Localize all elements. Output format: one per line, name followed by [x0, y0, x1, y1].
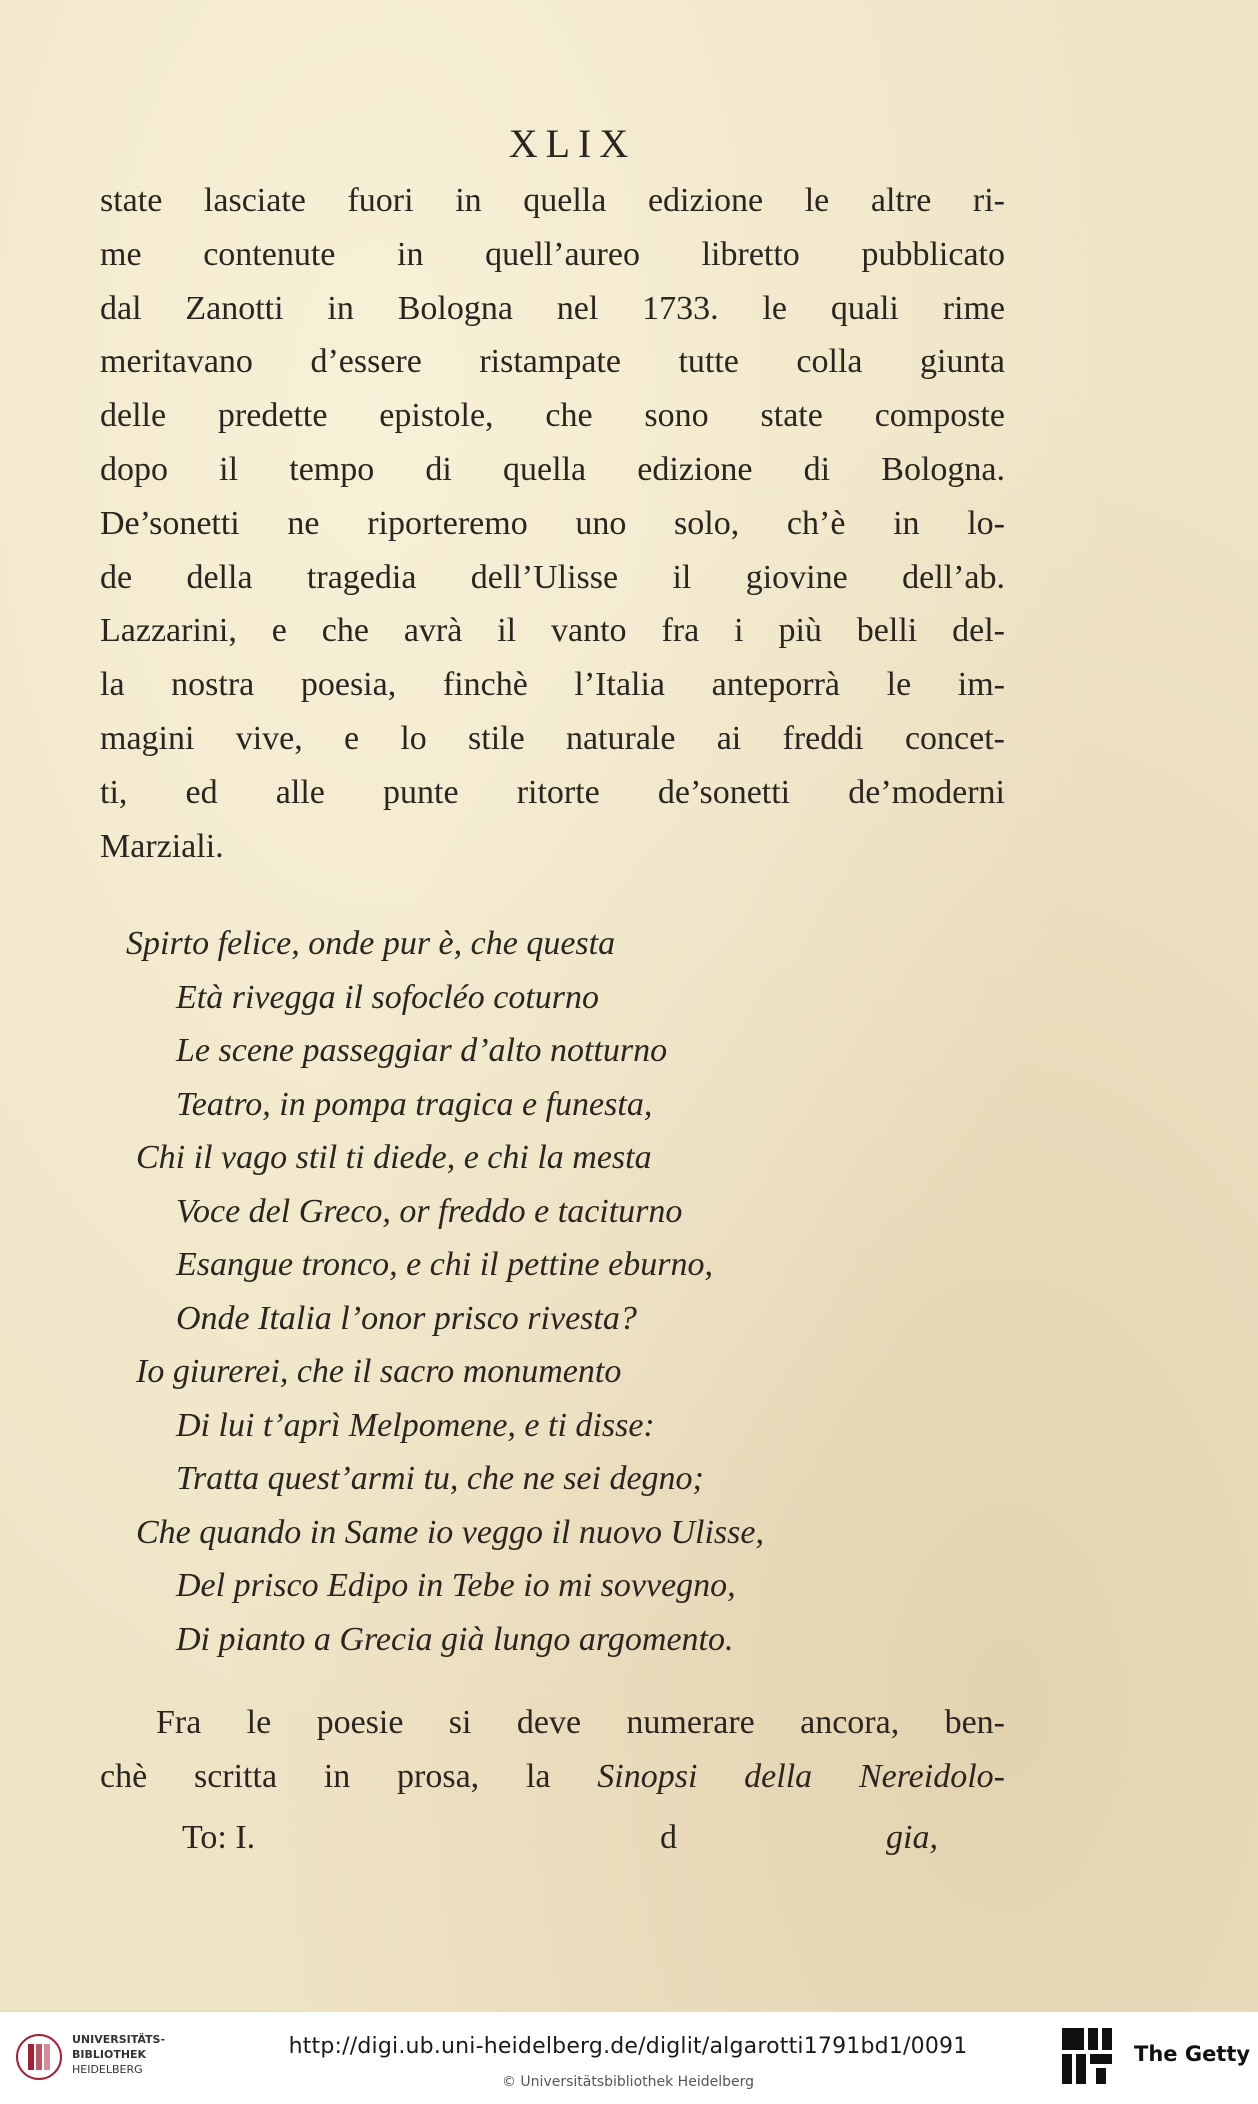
- prose-line: me contenute in quell’aureo libretto pubblicato: [100, 235, 1005, 273]
- signature-mark: d: [660, 1818, 677, 1856]
- verse-line: Spirto felice, onde pur è, che questa: [126, 925, 616, 963]
- closing-paragraph: [100, 1696, 1005, 1804]
- prose-line: state lasciate fuori in quella edizione le altre ri-: [100, 182, 1005, 219]
- prose-line: De’sonetti ne riporteremo uno solo, ch’è in lo-: [100, 504, 1005, 542]
- verse-line: Di pianto a Grecia già lungo argomento.: [176, 1620, 734, 1658]
- verse-line: Età rivegga il sofocléo coturno: [176, 978, 600, 1016]
- prose-line: meritavano d’essere ristampate tutte colla giunta: [100, 343, 1005, 381]
- partner-name[interactable]: The Getty: [1134, 2042, 1251, 2066]
- verse-line: Chi il vago stil ti diede, e chi la mesta: [136, 1139, 652, 1177]
- prose-line: magini vive, e lo stile naturale ai freddi concet-: [100, 719, 1005, 757]
- prose-line: ti, ed alle punte ritorte de’sonetti de’moderni: [100, 773, 1005, 811]
- prose-paragraph: [100, 174, 1005, 873]
- page-footer: [100, 1808, 1005, 1868]
- verse-line: Tratta quest’armi tu, che ne sei degno;: [176, 1460, 704, 1498]
- catchword: gia,: [886, 1818, 938, 1856]
- sonnet: [100, 917, 1005, 1666]
- page-number: XLIX: [508, 121, 637, 166]
- source-url-link[interactable]: http://digi.ub.uni-heidelberg.de/diglit/algarotti1791bd1/0091: [288, 2034, 968, 2059]
- prose-line: dal Zanotti in Bologna nel 1733. le quali rime: [100, 289, 1005, 327]
- verse-line: Di lui t’aprì Melpomene, e ti disse:: [176, 1406, 655, 1444]
- verse-line: Onde Italia l’onor prisco rivesta?: [176, 1299, 637, 1337]
- verse-line: Che quando in Same io veggo il nuovo Ulisse,: [136, 1513, 764, 1551]
- institution-line: HEIDELBERG: [72, 2063, 143, 2076]
- work-title: Sinopsi della Nereidolo-: [597, 1758, 1005, 1796]
- prose-line: Fra le poesie si deve numerare ancora, ben-: [156, 1704, 1005, 1742]
- prose-line: de della tragedia dell’Ulisse il giovine dell’ab.: [100, 558, 1005, 596]
- prose-line: Marziali.: [100, 827, 224, 865]
- verse-line: Teatro, in pompa tragica e funesta,: [176, 1085, 653, 1123]
- page-text-block: [100, 116, 1005, 1868]
- prose-line: Lazzarini, e che avrà il vanto fra i più belli del-: [100, 612, 1005, 650]
- institution-line: BIBLIOTHEK: [72, 2048, 147, 2061]
- verse-line: Le scene passeggiar d’alto notturno: [176, 1032, 668, 1070]
- verse-line: Io giurerei, che il sacro monumento: [136, 1353, 622, 1391]
- sonnet-tercet-2: [100, 1506, 1005, 1667]
- university-library-logo-icon[interactable]: [14, 2032, 64, 2082]
- prose-text: chè scritta in prosa, la: [100, 1758, 598, 1796]
- prose-line: [100, 1750, 1005, 1804]
- volume-label: To: I.: [182, 1818, 256, 1856]
- institution-line: UNIVERSITÄTS-: [72, 2033, 166, 2046]
- getty-logo-icon[interactable]: [1060, 2026, 1114, 2088]
- prose-line: la nostra poesia, finchè l’Italia anteporrà le im-: [100, 666, 1005, 704]
- sonnet-tercet-1: [100, 1345, 1005, 1506]
- institution-name: [72, 2032, 165, 2077]
- viewer-bottom-bar: [0, 2011, 1258, 2104]
- prose-line: delle predette epistole, che sono state composte: [100, 397, 1005, 435]
- sonnet-quatrain-2: [100, 1131, 1005, 1345]
- verse-line: Esangue tronco, e chi il pettine eburno,: [176, 1246, 713, 1284]
- copyright-notice: © Universitätsbibliothek Heidelberg: [501, 2074, 754, 2090]
- prose-line: dopo il tempo di quella edizione di Bologna.: [100, 450, 1005, 488]
- verse-line: Voce del Greco, or freddo e taciturno: [176, 1192, 683, 1230]
- verse-line: Del prisco Edipo in Tebe io mi sovvegno,: [176, 1567, 736, 1605]
- sonnet-quatrain-1: [100, 917, 1005, 1131]
